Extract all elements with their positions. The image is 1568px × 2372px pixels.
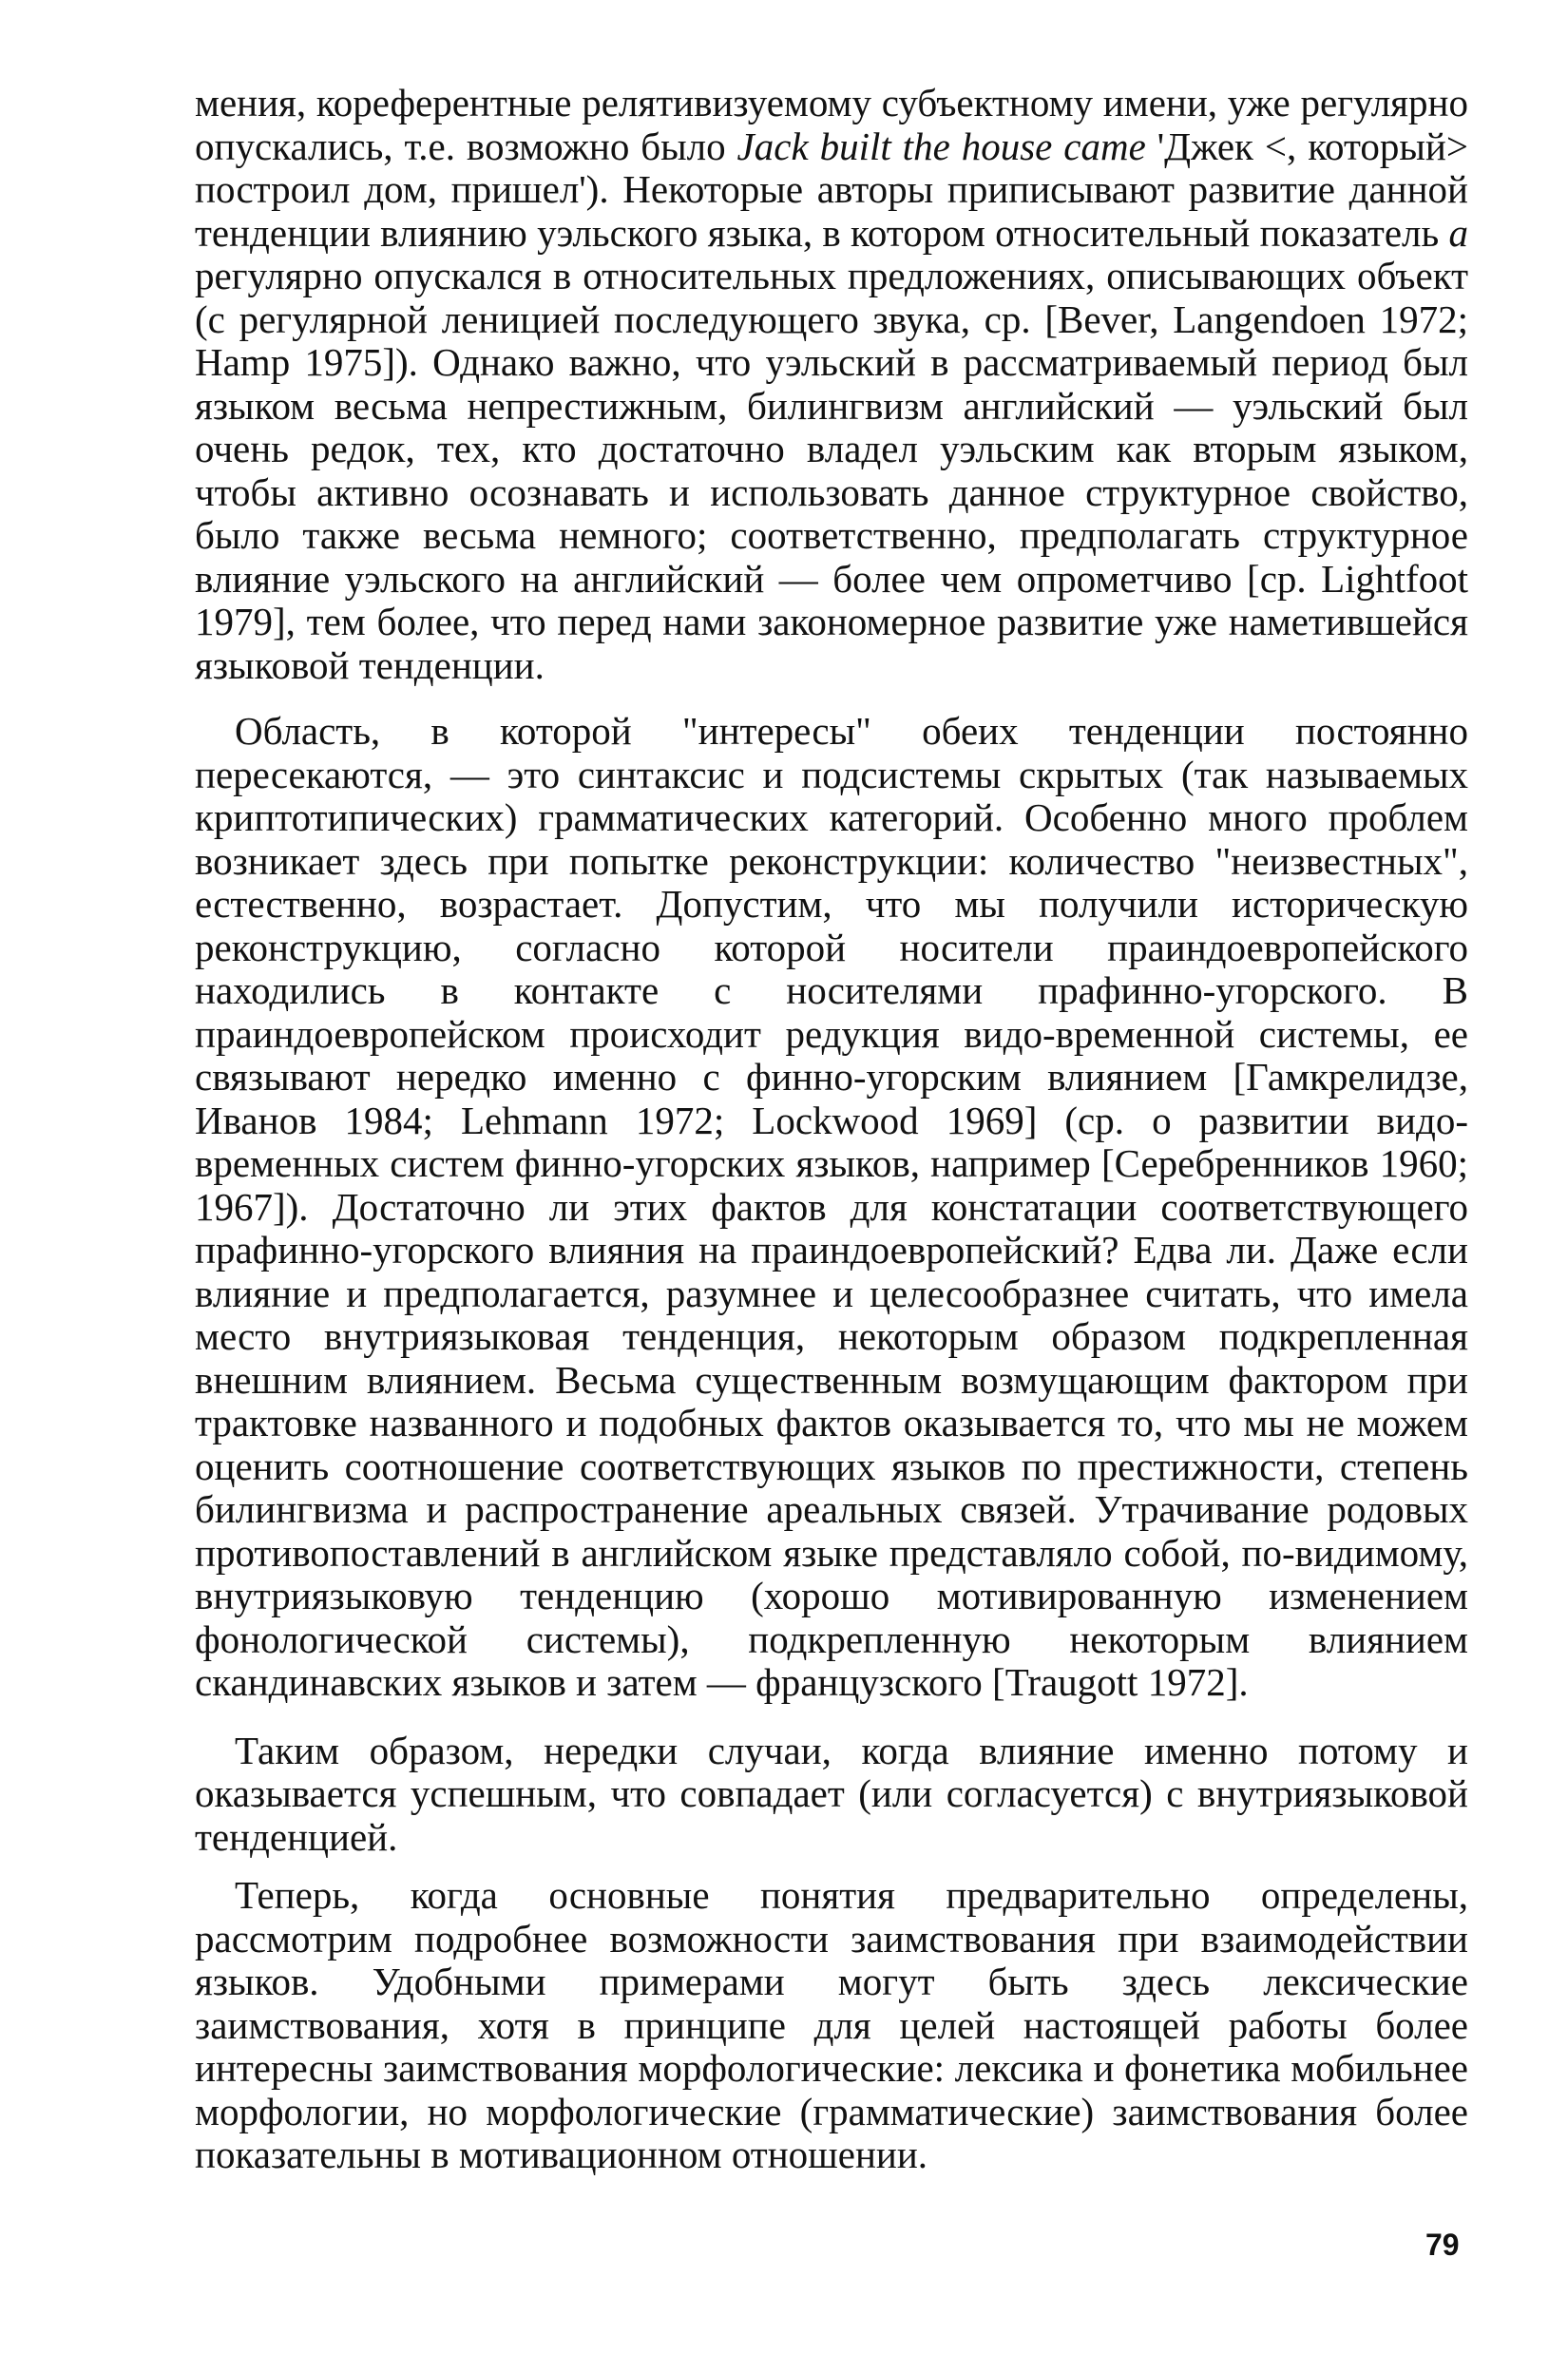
paragraph-1-part-c: 'Джек <, который> построил дом, пришел'). Некоторые авторы приписывают развитие данной тенденции влиянию уэльского языка, в котором относительный показатель	[195, 124, 1468, 255]
paragraph-continuation	[195, 82, 1468, 687]
page-number: 79	[1425, 2228, 1460, 2262]
paragraph-2: Область, в которой "интересы" обеих тенденции постоянно пересекаются, — это синтаксис и подсистемы скрытых (так называемых криптотипических) грамматических категорий. Особенно много проблем возникает здесь при попытке реконструкции: количество "неизвестных", естественно, возрастает. Допустим, что мы получили историческую реконструкцию, согласно которой носители праиндоевропейского находились в контакте с носителями прафинно-угорского. В праиндоевропейском происходит редукция видо-временной системы, ее связывают нередко именно с финно-угорским влиянием [Гамкрелидзе, Иванов 1984; Lehmann 1972; Lockwood 1969] (ср. о развитии видо-временных систем финно-угорских языков, например [Серебренников 1960; 1967]). Достаточно ли этих фактов для констатации соответствующего прафинно-угорского влияния на праиндоевропейский? Едва ли. Даже если влияние и предполагается, разумнее и целесообразнее считать, что имела место внутриязыковая тенденция, некоторым образом подкрепленная внешним влиянием. Весьма существенным возмущающим фактором при трактовке названного и подобных фактов оказывается то, что мы не можем оценить соотношение соответствующих языков по престижности, степень билингвизма и распространение ареальных связей. Утрачивание родовых противопоставлений в английском языке представляло собой, по-видимому, внутриязыковую тенденцию (хорошо мотивированную изменением фонологической системы), подкрепленную некоторым влиянием скандинавских языков и затем — французского [Traugott 1972].	[195, 709, 1468, 1704]
paragraph-1-part-e: регулярно опускался в относительных предложениях, описывающих объект (с регулярной леницией последующего звука, ср. [Bever, Langendoen 1972; Hamp 1975]). Однако важно, что уэльский в рассматриваемый период был языком весьма непрестижным, билингвизм английский — уэльский был очень редок, тех, кто достаточно владел уэльским как вторым языком, чтобы активно осознавать и использовать данное структурное свойство, было также весьма немного; соответственно, предполагать структурное влияние уэльского на английский — более чем опрометчиво [ср. Lightfoot 1979], тем более, что перед нами закономерное развитие уже наметившейся языковой тенденции.	[195, 254, 1468, 687]
paragraph-4: Теперь, когда основные понятия предварительно определены, рассмотрим подробнее возможности заимствования при взаимодействии языков. Удобными примерами могут быть здесь лексические заимствования, хотя в принципе для целей настоящей работы более интересны заимствования морфологические: лексика и фонетика мобильнее морфологии, но морфологические (грамматические) заимствования более показательны в мотивационном отношении.	[195, 1873, 1468, 2176]
paragraph-3: Таким образом, нередки случаи, когда влияние именно потому и оказывается успешным, что совпадает (или согласуется) с внутриязыковой тенденцией.	[195, 1728, 1468, 1859]
english-example: Jack built the house came	[736, 124, 1146, 168]
welsh-marker: а	[1448, 210, 1468, 255]
body-text	[195, 82, 1468, 2177]
paragraph-1-part-a: мения, кореферентные релятивизуемому субъектному имени, уже регулярно опускались, т.е. возможно было	[195, 81, 1468, 168]
